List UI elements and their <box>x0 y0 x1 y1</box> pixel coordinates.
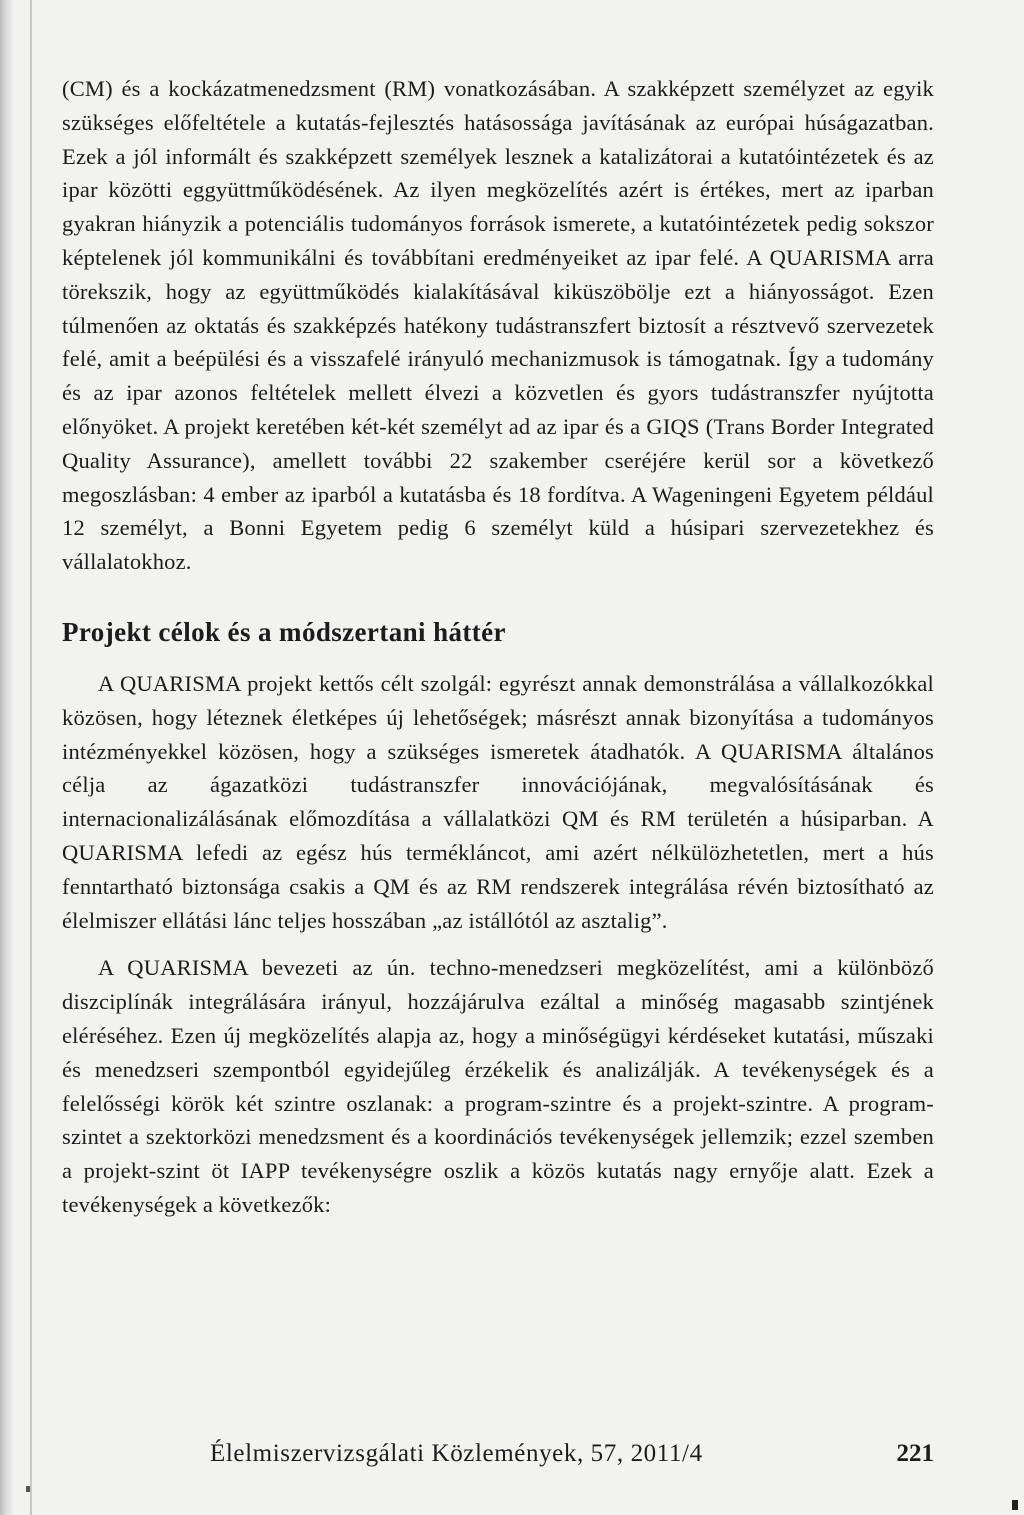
scan-mark-left <box>26 1486 30 1492</box>
paragraph-gap <box>62 937 934 951</box>
page-footer <box>210 1434 934 1474</box>
journal-citation: Élelmiszervizsgálati Közlemények, 57, 2011/4 <box>210 1440 703 1467</box>
page-spine-shadow <box>0 0 14 1515</box>
page-spine-line <box>30 0 32 1515</box>
page-number: 221 <box>896 1440 934 1467</box>
section-heading: Projekt célok és a módszertani háttér <box>62 616 506 647</box>
scan-mark-right <box>1012 1500 1018 1510</box>
paragraph-project-goals: A QUARISMA projekt kettős célt szolgál: egyrészt annak demonstrálása a vállalkozókkal közösen, hogy léteznek életképes új lehetőségek; másrészt annak bizonyítása a tudományos intézményekkel közösen, hogy a szükséges ismeretek átadhatók. A QUARISMA általános célja az ágazatközi tudástranszfer innovációjának, megvalósításának és internacionalizálásának előmozdítása a vállalatközi QM és RM területén a húsiparban. A QUARISMA lefedi az egész hús termékláncot, ami azért nélkülözhetetlen, mert a hús fenntartható biztonsága csakis a QM és az RM rendszerek integrálása révén biztosítható az élelmiszer ellátási lánc teljes hosszában „az istállótól az asztalig”. <box>62 670 934 933</box>
paragraph-cm-rm: (CM) és a kockázatmenedzsment (RM) vonatkozásában. A szakképzett személyzet az egyik szükséges előfeltétele a kutatás-fejlesztés hatásossága javításának az európai húságazatban. Ezek a jól informált és szakképzett személyek lesznek a katalizátorai a kutatóintézetek és az ipar közötti eggyüttműködésének. Az ilyen megközelítés azért is értékes, mert az iparban gyakran hiányzik a potenciális tudományos források ismerete, a kutatóintézetek pedig sokszor képtelenek jól kommunikálni és továbbítani eredményeiket az ipar felé. A QUARISMA arra törekszik, hogy az együttműködés kialakításával kiküszöbölje ezt a hiányosságot. Ezen túlmenően az oktatás és szakképzés hatékony tudástranszfert biztosít a résztvevő szervezetek felé, amit a beépülési és a visszafelé irányuló mechanizmusok is támogatnak. Így a tudomány és az ipar azonos feltételek mellett élvezi a közvetlen és gyors tudástranszfer nyújtotta előnyöket. A projekt keretében két-két személyt ad az ipar és a GIQS (Trans Border Integrated Quality Assurance), amellett további 22 szakember cseréjére kerül sor a következő megoszlásban: 4 ember az iparból a kutatásba és 18 fordítva. A Wageningeni Egyetem például 12 személyt, a Bonni Egyetem pedig 6 személyt küld a húsipari szervezetekhez és vállalatokhoz. <box>62 76 934 575</box>
paragraph-techno-managerial: A QUARISMA bevezeti az ún. techno-menedzseri megközelítést, ami a különböző diszciplínák integrálására irányul, hozzájárulva ezáltal a minőség magasabb szintjének eléréséhez. Ezen új megközelítés alapja az, hogy a minőségügyi kérdéseket kutatási, műszaki és menedzseri szempontból egyidejűleg érzékelik és analizálják. A tevékenységek és a felelősségi körök két szintre oszlanak: a program-szintre és a projekt-szintre. A program-szintet a szektorközi menedzsment és a koordinációs tevékenységek jellemzik; ezzel szemben a projekt-szint öt IAPP tevékenységre oszlik a közös kutatás nagy ernyője alatt. Ezek a tevékenységek a következők: <box>62 955 934 1217</box>
article-body <box>62 72 934 1222</box>
